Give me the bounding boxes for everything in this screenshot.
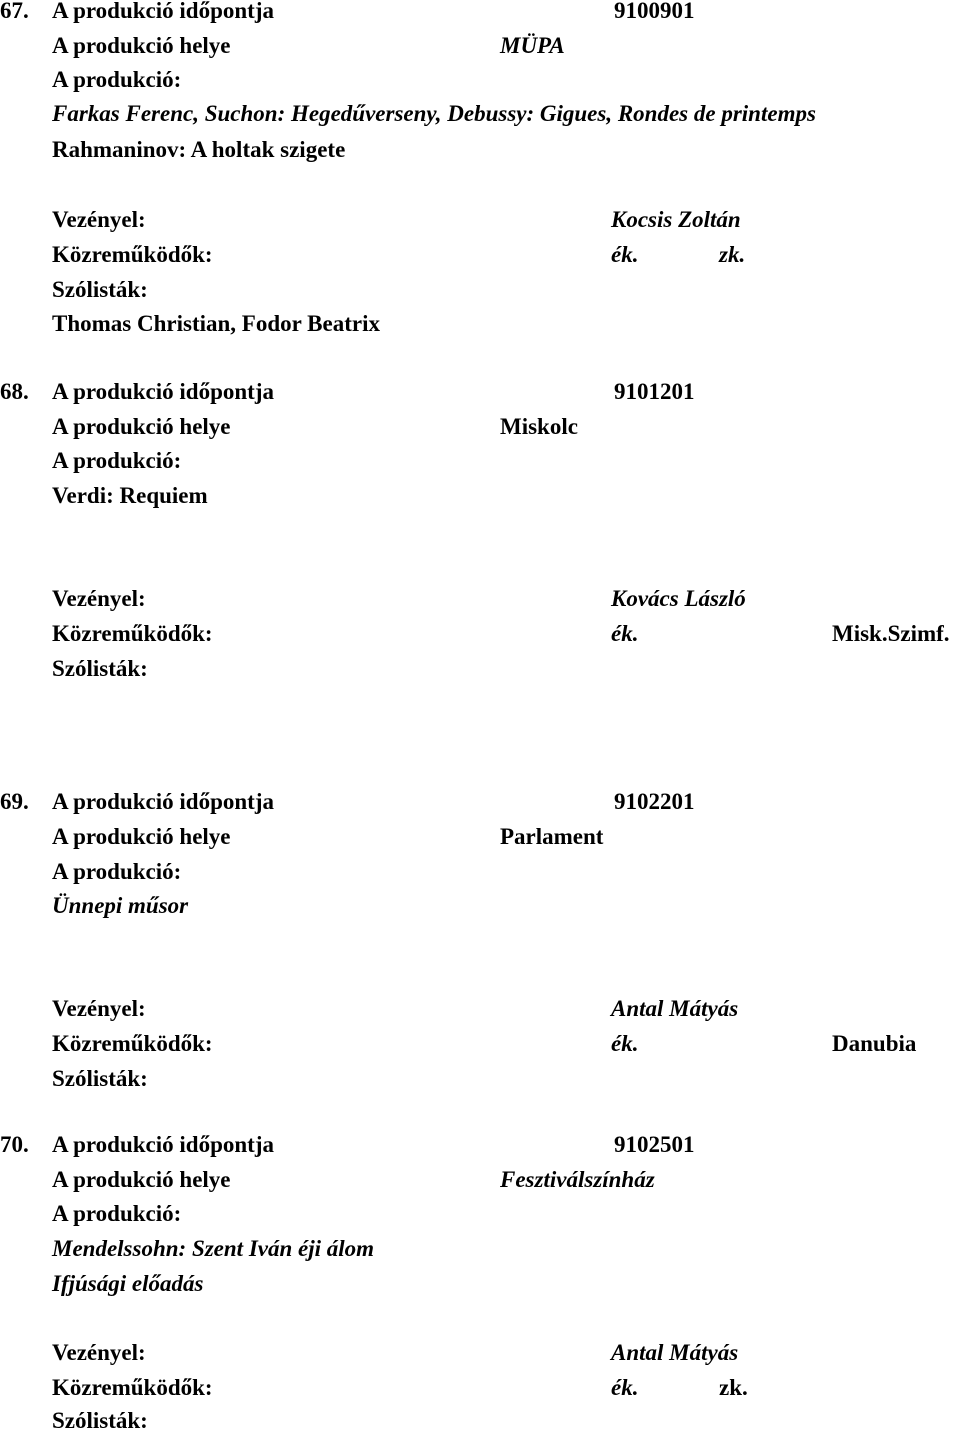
entry-number: 67. xyxy=(0,0,29,23)
conductor-value: Kocsis Zoltán xyxy=(611,207,741,232)
contributors-orchestra: zk. xyxy=(719,1375,748,1400)
soloists-label: Szólisták: xyxy=(52,1408,148,1433)
contributors-choir: ék. xyxy=(611,242,639,267)
conductor-value: Kovács László xyxy=(611,586,746,611)
date-label: A produkció időpontja xyxy=(52,0,274,23)
date-value: 9101201 xyxy=(614,379,695,404)
place-label: A produkció helye xyxy=(52,33,231,58)
contributors-orchestra: zk. xyxy=(719,242,746,267)
date-label: A produkció időpontja xyxy=(52,789,274,814)
production-line: Farkas Ferenc, Suchon: Hegedűverseny, Debussy: Gigues, Rondes de printemps xyxy=(52,101,816,126)
contributors-label: Közreműködők: xyxy=(52,621,213,646)
soloists-value: Thomas Christian, Fodor Beatrix xyxy=(52,311,380,336)
place-label: A produkció helye xyxy=(52,414,231,439)
production-line: Verdi: Requiem xyxy=(52,483,208,508)
entry-number: 69. xyxy=(0,789,29,814)
soloists-label: Szólisták: xyxy=(52,1066,148,1091)
date-value: 9102201 xyxy=(614,789,695,814)
date-label: A produkció időpontja xyxy=(52,1132,274,1157)
production-line: Rahmaninov: A holtak szigete xyxy=(52,137,346,162)
production-line: Ifjúsági előadás xyxy=(52,1271,204,1296)
conductor-label: Vezényel: xyxy=(52,1340,146,1365)
production-label: A produkció: xyxy=(52,1201,182,1226)
conductor-value: Antal Mátyás xyxy=(611,996,739,1021)
conductor-label: Vezényel: xyxy=(52,586,146,611)
date-value: 9100901 xyxy=(614,0,695,23)
place-value: Parlament xyxy=(500,824,604,849)
conductor-label: Vezényel: xyxy=(52,996,146,1021)
soloists-label: Szólisták: xyxy=(52,656,148,681)
soloists-label: Szólisták: xyxy=(52,277,148,302)
place-label: A produkció helye xyxy=(52,824,231,849)
contributors-label: Közreműködők: xyxy=(52,1375,213,1400)
entry-number: 68. xyxy=(0,379,29,404)
contributors-choir: ék. xyxy=(611,621,639,646)
contributors-choir: ék. xyxy=(611,1375,639,1400)
contributors-choir: ék. xyxy=(611,1031,639,1056)
conductor-value: Antal Mátyás xyxy=(611,1340,739,1365)
conductor-label: Vezényel: xyxy=(52,207,146,232)
place-value: Miskolc xyxy=(500,414,578,439)
date-label: A produkció időpontja xyxy=(52,379,274,404)
production-line: Mendelssohn: Szent Iván éji álom xyxy=(52,1236,375,1261)
place-label: A produkció helye xyxy=(52,1167,231,1192)
place-value: Fesztiválszínház xyxy=(500,1167,655,1192)
production-label: A produkció: xyxy=(52,448,182,473)
contributors-orchestra: Misk.Szimf. xyxy=(832,621,950,646)
contributors-label: Közreműködők: xyxy=(52,1031,213,1056)
place-value: MÜPA xyxy=(500,33,565,58)
production-label: A produkció: xyxy=(52,859,182,884)
contributors-label: Közreműködők: xyxy=(52,242,213,267)
date-value: 9102501 xyxy=(614,1132,695,1157)
contributors-orchestra: Danubia xyxy=(832,1031,917,1056)
production-line: Ünnepi műsor xyxy=(52,893,189,918)
entry-number: 70. xyxy=(0,1132,29,1157)
production-label: A produkció: xyxy=(52,67,182,92)
